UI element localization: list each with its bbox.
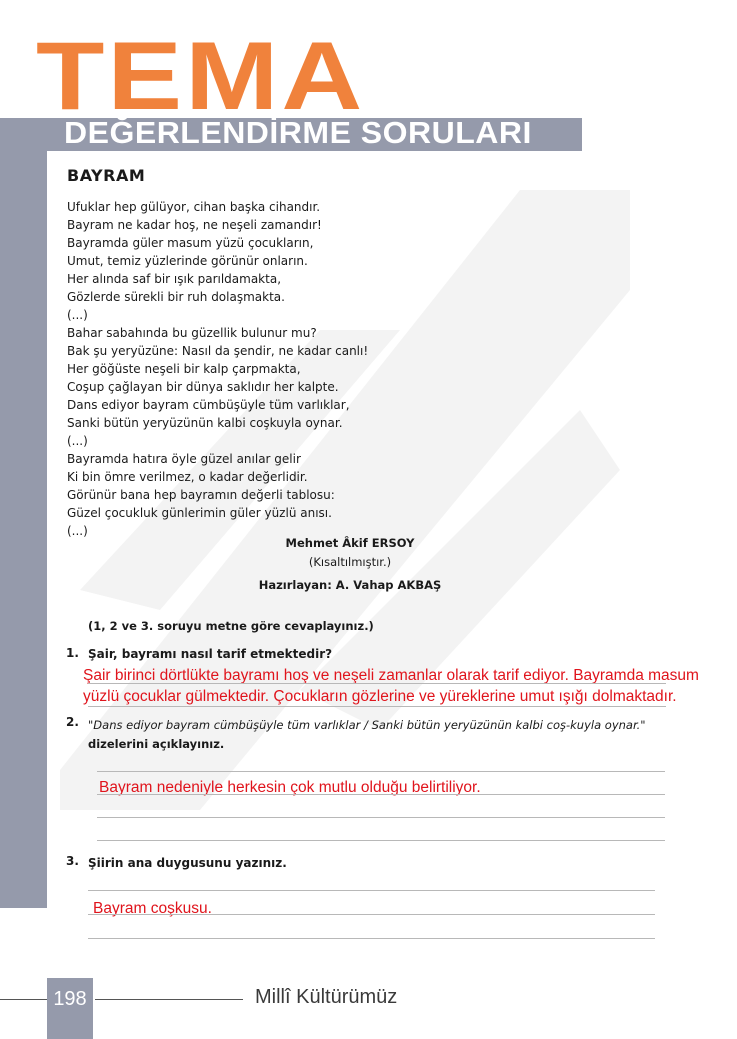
answer-line <box>97 817 665 818</box>
answer-line <box>97 771 665 772</box>
abridged-note: (Kısaltılmıştır.) <box>308 555 392 569</box>
answer-line <box>97 840 665 841</box>
poem-body <box>67 198 368 540</box>
answer-line <box>88 706 666 707</box>
question-1-number: 1. <box>66 646 79 660</box>
poem-line: (...) <box>67 308 88 322</box>
answer-line <box>88 683 666 684</box>
answer-3: Bayram coşkusu. <box>93 900 212 917</box>
answer-2: Bayram nedeniyle herkesin çok mutlu olduğu belirtiliyor. <box>99 779 481 796</box>
poem-line: (...) <box>67 434 88 448</box>
poem-line: Güzel çocukluk günlerimin güler yüzlü anısı. <box>67 506 332 520</box>
page-number-box <box>47 978 93 1039</box>
question-1-text: Şair, bayramı nasıl tarif etmektedir? <box>88 647 333 661</box>
question-3-text: Şiirin ana duygusunu yazınız. <box>88 856 287 870</box>
poem-line: Sanki bütün yeryüzünün kalbi coşkuyla oynar. <box>67 416 343 430</box>
poem-credits <box>200 534 500 595</box>
question-3-number: 3. <box>66 854 79 868</box>
section-subtitle: DEĞERLENDİRME SORULARI <box>64 115 532 150</box>
poem-line: Bayramda hatıra öyle güzel anılar gelir <box>67 452 301 466</box>
poem-line: Umut, temiz yüzlerinde görünür onların. <box>67 254 308 268</box>
poem-line: Bayramda güler masum yüzü çocukların, <box>67 236 314 250</box>
poem-line: Görünür bana hep bayramın değerli tablosu: <box>67 488 335 502</box>
question-2-number: 2. <box>66 715 79 729</box>
question-2-ask: dizelerini açıklayınız. <box>88 737 225 751</box>
prepared-by: Hazırlayan: A. Vahap AKBAŞ <box>258 578 442 592</box>
question-2-text <box>88 716 658 754</box>
answer-line <box>88 914 655 915</box>
answer-line <box>88 938 655 939</box>
poem-line: Bayram ne kadar hoş, ne neşeli zamandır! <box>67 218 322 232</box>
questions-instruction: (1, 2 ve 3. soruyu metne göre cevaplayınız.) <box>88 619 374 633</box>
poem-line: Gözlerde sürekli bir ruh dolaşmakta. <box>67 290 285 304</box>
footer-rule-right <box>95 999 243 1000</box>
poem-line: Bak şu yeryüzüne: Nasıl da şendir, ne kadar canlı! <box>67 344 369 358</box>
poem-line: Her göğüste neşeli bir kalp çarpmakta, <box>67 362 301 376</box>
poem-title: BAYRAM <box>67 166 146 185</box>
poem-line: Dans ediyor bayram cümbüşüyle tüm varlıklar, <box>67 398 350 412</box>
tema-title: TEMA <box>36 21 366 130</box>
answer-1-line-2: yüzlü çocuklar gülmektedir. Çocukların gözlerine ve yüreklerine umut ışığı dolmaktadır. <box>83 688 677 705</box>
page-number: 198 <box>53 988 87 1010</box>
answer-1-line-1: Şair birinci dörtlükte bayramı hoş ve neşeli zamanlar olarak tarif ediyor. Bayramda masum <box>83 667 699 684</box>
answer-line <box>88 890 655 891</box>
poem-line: (...) <box>67 524 88 538</box>
answer-line <box>97 794 665 795</box>
poem-line: Bahar sabahında bu güzellik bulunur mu? <box>67 326 317 340</box>
poem-line: Ki bin ömre verilmez, o kadar değerlidir. <box>67 470 308 484</box>
poem-author: Mehmet Âkif ERSOY <box>285 536 415 550</box>
poem-line: Coşup çağlayan bir dünya saklıdır her kalpte. <box>67 380 339 394</box>
footer-rule-left <box>0 999 47 1000</box>
poem-line: Her alında saf bir ışık parıldamakta, <box>67 272 282 286</box>
book-title: Millî Kültürümüz <box>255 986 398 1008</box>
poem-line: Ufuklar hep gülüyor, cihan başka cihandır. <box>67 200 321 214</box>
question-2-quote: "Dans ediyor bayram cümbüşüyle tüm varlıklar / Sanki bütün yeryüzünün kalbi coş-kuyla oynar." <box>88 718 646 732</box>
answer-1 <box>83 665 699 707</box>
